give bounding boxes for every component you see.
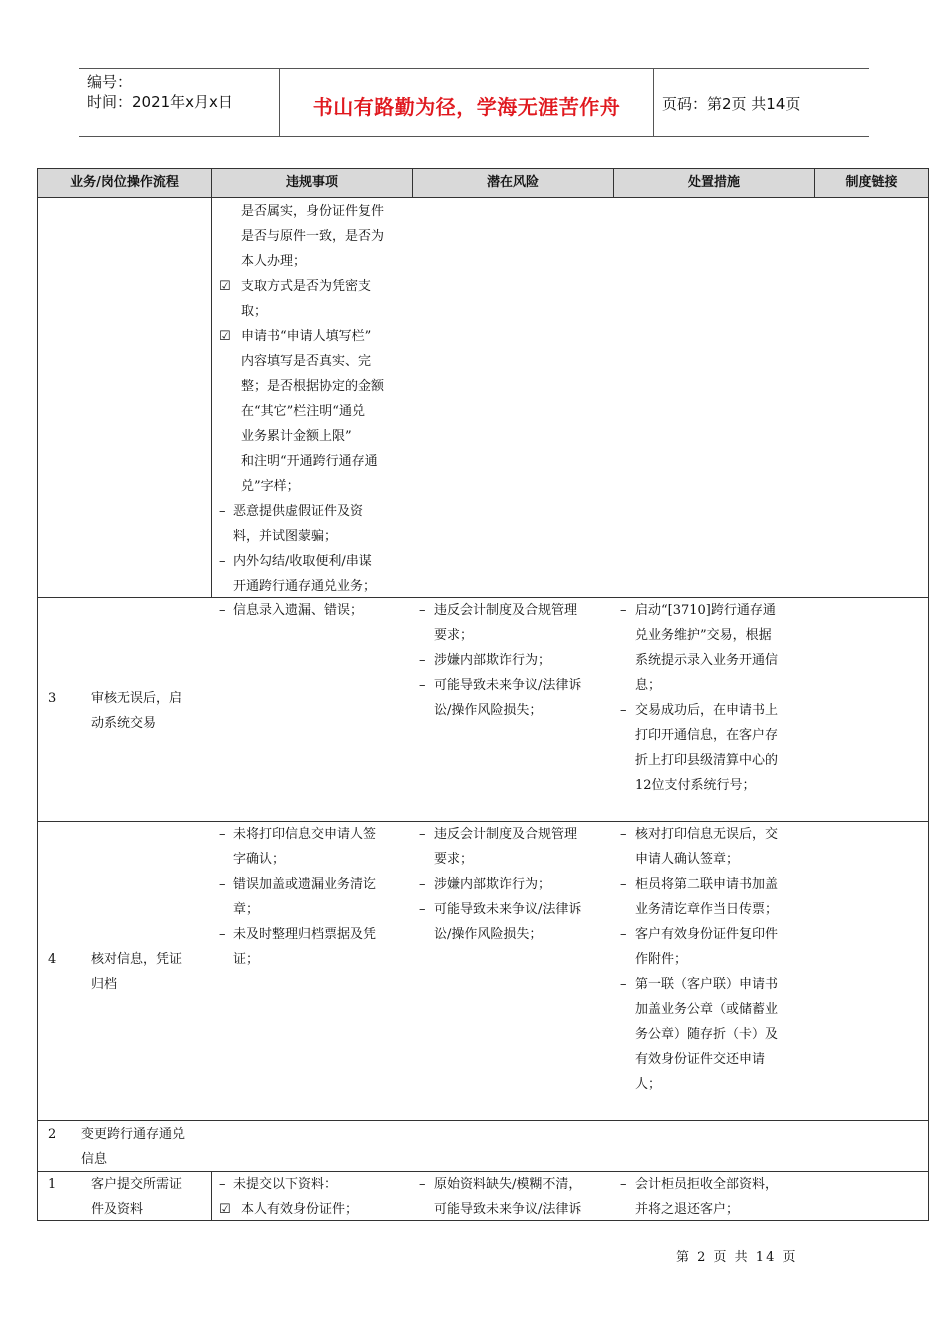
measure-line: 折上打印县级清算中心的 [635,753,779,768]
measure-line: 打印开通信息，在客户存 [635,728,779,743]
dash-bullet: – [620,603,627,618]
violation-line: 未及时整理归档票据及凭 [233,927,377,942]
measure-line: 务公章）随存折（卡）及 [635,1027,779,1042]
step-text: 审核无误后，启 [91,691,183,706]
section-title: 信息 [81,1152,108,1167]
dash-bullet: – [419,827,426,842]
risk-line: 讼/操作风险损失； [434,927,543,942]
page-number-label: 页码：第2页 共14页 [662,95,801,113]
header-left-cell [79,69,280,136]
measure-line: 第一联（客户联）申请书 [635,977,779,992]
measure-line: 客户有效身份证件复印件 [635,927,779,942]
risk-line: 原始资料缺失/模糊不清， [434,1177,582,1192]
divider [211,1171,212,1221]
dash-bullet: – [620,1177,627,1192]
risk-line: 违反会计制度及合规管理 [434,603,578,618]
dash-bullet: – [219,927,226,942]
violation-line: 未将打印信息交申请人签 [233,827,377,842]
violation-line: 错误加盖或遗漏业务清讫 [233,877,377,892]
dash-bullet: – [620,703,627,718]
section-number: 2 [48,1127,57,1142]
risk-line: 违反会计制度及合规管理 [434,827,578,842]
motto-text: 书山有路勤为径，学海无涯苦作舟 [312,95,621,119]
divider [613,169,614,197]
violation-line: 章； [233,902,260,917]
dash-bullet: – [419,1177,426,1192]
measure-line: 系统提示录入业务开通信 [635,653,779,668]
header-right-cell [654,69,869,136]
violation-line: 和注明“开通跨行通存通 [241,454,378,469]
measure-line: 核对打印信息无误后，交 [635,827,779,842]
violation-line: 信息录入遗漏、错误； [233,603,364,618]
dash-bullet: – [620,977,627,992]
step-text: 动系统交易 [91,716,157,731]
measure-line: 业务清讫章作当日传票； [635,902,779,917]
doc-code-label: 编号： [87,73,133,91]
risk-line: 讼/操作风险损失； [434,703,543,718]
divider [211,197,212,597]
measure-line: 申请人确认签章； [635,852,740,867]
step-number: 3 [48,691,57,706]
step-text: 件及资料 [91,1202,144,1217]
dash-bullet: – [419,678,426,693]
table-header-row [38,169,928,197]
violation-line: 本人有效身份证件； [241,1202,359,1217]
dash-bullet: – [419,902,426,917]
violation-line: 证； [233,952,260,967]
risk-line: 涉嫌内部欺诈行为； [434,653,552,668]
dash-bullet: – [219,827,226,842]
measure-line: 并将之退还客户； [635,1202,740,1217]
document-header [79,68,869,137]
measure-line: 息； [635,678,662,693]
violation-line: 整；是否根据协定的金额 [241,379,385,394]
checkbox-icon: ☑ [219,1202,231,1217]
measure-line: 有效身份证件交还申请 [635,1052,766,1067]
measure-line: 加盖业务公章（或储蓄业 [635,1002,779,1017]
measure-line: 兑业务维护”交易，根据 [635,628,772,643]
risk-line: 要求； [434,852,474,867]
dash-bullet: – [620,877,627,892]
step-text: 归档 [91,977,118,992]
dash-bullet: – [620,827,627,842]
risk-line: 可能导致未来争议/法律诉 [434,902,582,917]
section-title: 变更跨行通存通兑 [81,1127,186,1142]
measure-line: 会计柜员拒收全部资料， [635,1177,779,1192]
checkbox-icon: ☑ [219,329,231,344]
dash-bullet: – [219,504,226,519]
col-header-measures: 处置措施 [687,175,740,190]
measure-line: 人； [635,1077,662,1092]
measure-line: 作附件； [635,952,688,967]
col-header-violations: 违规事项 [285,175,338,190]
dash-bullet: – [419,653,426,668]
risk-line: 要求； [434,628,474,643]
col-header-process: 业务/岗位操作流程 [70,175,179,190]
violation-line: 是否与原件一致，是否为 [241,229,385,244]
violation-line: 业务累计金额上限” [241,429,352,444]
violation-line: 取； [241,304,268,319]
divider [211,169,212,197]
violation-line: 未提交以下资料： [233,1177,338,1192]
row-divider [38,197,928,198]
divider [814,169,815,197]
dash-bullet: – [219,877,226,892]
checkbox-icon: ☑ [219,279,231,294]
risk-line: 可能导致未来争议/法律诉 [434,678,582,693]
violation-line: 申请书“申请人填写栏” [241,329,372,344]
step-number: 1 [48,1177,57,1192]
risk-line: 涉嫌内部欺诈行为； [434,877,552,892]
violation-line: 开通跨行通存通兑业务； [233,579,377,594]
dash-bullet: – [419,603,426,618]
process-table [37,168,929,1221]
dash-bullet: – [419,877,426,892]
row-divider [38,1120,928,1121]
measure-line: 交易成功后，在申请书上 [635,703,779,718]
step-number: 4 [48,952,57,967]
page-footer: 第 2 页 共 14 页 [676,1250,798,1265]
col-header-policy-link: 制度链接 [845,175,898,190]
violation-line: 字确认； [233,852,286,867]
violation-line: 料，并试图蒙骗； [233,529,338,544]
step-text: 客户提交所需证 [91,1177,183,1192]
col-header-risks: 潜在风险 [486,175,539,190]
divider [412,169,413,197]
measure-line: 启动“[3710]跨行通存通 [635,603,776,618]
violation-line: 恶意提供虚假证件及资 [233,504,364,519]
violation-line: 本人办理； [241,254,307,269]
dash-bullet: – [219,554,226,569]
header-center-cell [280,69,654,136]
violation-line: 是否属实，身份证件复件 [241,204,385,219]
violation-line: 在“其它”栏注明“通兑 [241,404,365,419]
violation-line: 支取方式是否为凭密支 [241,279,372,294]
dash-bullet: – [620,927,627,942]
doc-date-label: 时间：2021年x月x日 [87,93,233,111]
dash-bullet: – [219,1177,226,1192]
violation-line: 兑”字样； [241,479,300,494]
measure-line: 柜员将第二联申请书加盖 [635,877,779,892]
dash-bullet: – [219,603,226,618]
violation-line: 内容填写是否真实、完 [241,354,372,369]
risk-line: 可能导致未来争议/法律诉 [434,1202,582,1217]
step-text: 核对信息，凭证 [91,952,183,967]
violation-line: 内外勾结/收取便利/串谋 [233,554,372,569]
measure-line: 12位支付系统行号； [635,778,756,793]
